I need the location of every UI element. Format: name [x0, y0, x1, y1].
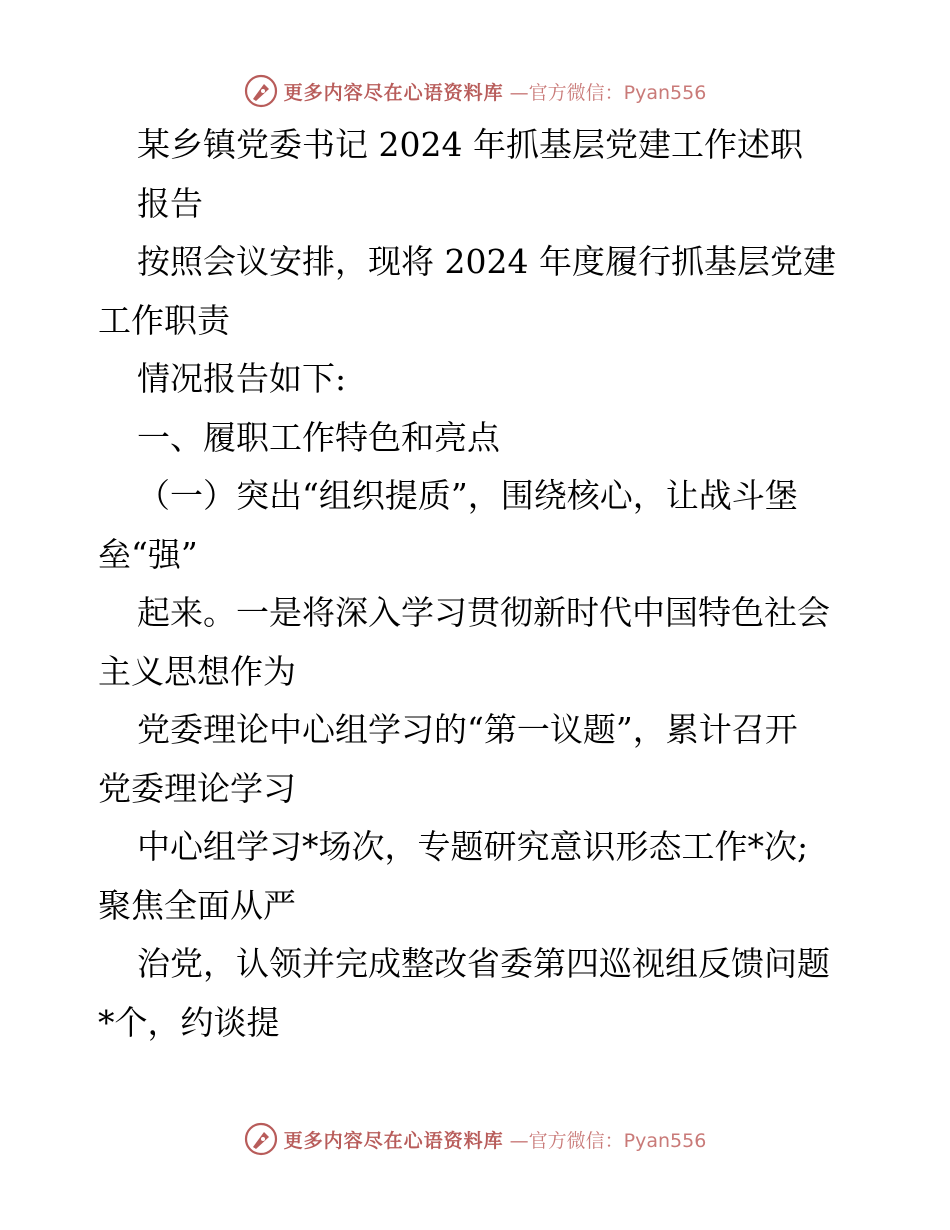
watermark-sub-text: —官方微信：Pyan556 [509, 1129, 707, 1152]
document-body [98, 116, 858, 1052]
watermark-sub-text: —官方微信：Pyan556 [509, 81, 707, 104]
text-line: 某乡镇党委书记 2024 年抓基层党建工作述职 [137, 125, 803, 164]
text-line: 工作职责 [98, 300, 230, 340]
text-line: 起来。一是将深入学习贯彻新时代中国特色社会 [137, 593, 830, 632]
pen-nib-logo-icon [244, 74, 278, 108]
pen-nib-logo-icon [244, 1122, 278, 1156]
text-line: *个，约谈提 [98, 1002, 280, 1042]
text-line: 垒“强” [98, 534, 198, 574]
text-line: 党委理论中心组学习的“第一议题”，累计召开 [137, 710, 798, 749]
text-line: 报告 [137, 183, 203, 223]
footer-watermark [0, 1119, 950, 1159]
text-line: 主义思想作为 [98, 651, 296, 691]
watermark-main-text: 更多内容尽在心语资料库 [283, 81, 504, 104]
text-line: 治党，认领并完成整改省委第四巡视组反馈问题 [137, 944, 830, 983]
text-line: 情况报告如下: [137, 359, 347, 398]
text-line: 按照会议安排，现将 2024 年度履行抓基层党建 [137, 242, 836, 281]
text-line: 党委理论学习 [98, 768, 296, 808]
subsection-heading: （一）突出“组织提质”，围绕核心，让战斗堡 [137, 476, 798, 515]
text-line: 聚焦全面从严 [98, 885, 296, 925]
text-line: 中心组学习*场次，专题研究意识形态工作*次; [137, 827, 809, 866]
header-watermark [0, 71, 950, 111]
section-heading: 一、履职工作特色和亮点 [137, 417, 500, 457]
watermark-main-text: 更多内容尽在心语资料库 [283, 1129, 504, 1152]
